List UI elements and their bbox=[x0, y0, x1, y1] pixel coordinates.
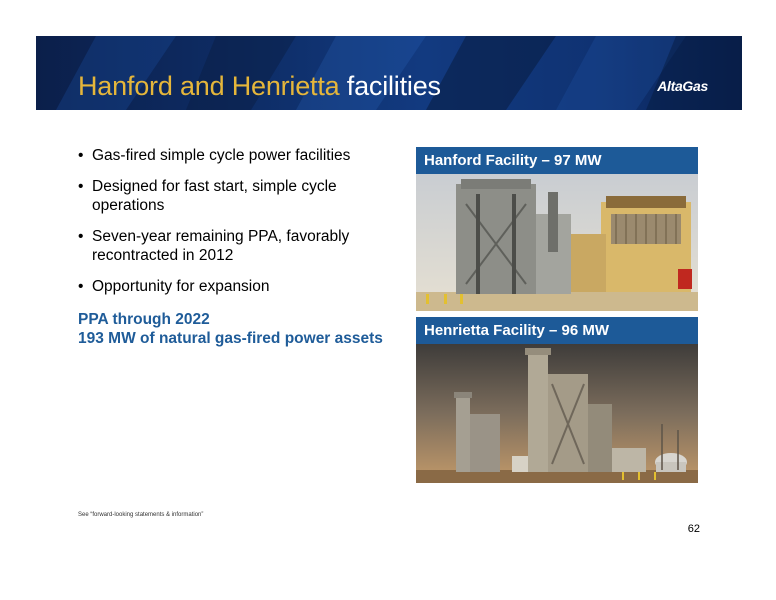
bullet-item bbox=[78, 146, 398, 165]
hanford-facility-image bbox=[416, 174, 698, 311]
title-highlight: Hanford and Henrietta bbox=[78, 71, 340, 101]
bullet-text: Seven-year remaining PPA, favorably recontracted in 2012 bbox=[92, 228, 350, 264]
henrietta-caption: Henrietta Facility – 96 MW bbox=[416, 317, 698, 344]
title-banner bbox=[36, 36, 742, 110]
altagas-logo: AltaGas bbox=[657, 78, 708, 94]
bullet-text: Designed for fast start, simple cycle operations bbox=[92, 178, 337, 214]
henrietta-photo bbox=[416, 317, 698, 483]
page-number: 62 bbox=[687, 523, 700, 535]
hanford-caption: Hanford Facility – 97 MW bbox=[416, 147, 698, 174]
footnote: See “forward-looking statements & information” bbox=[78, 512, 204, 518]
ppa-highlight: PPA through 2022 bbox=[78, 311, 210, 328]
bullet-text: Gas-fired simple cycle power facilities bbox=[92, 147, 351, 164]
bullet-symbol: • bbox=[78, 228, 84, 245]
bullet-symbol: • bbox=[78, 178, 84, 195]
bullet-list bbox=[78, 146, 398, 308]
slide-title bbox=[78, 71, 441, 102]
bullet-item bbox=[78, 227, 398, 265]
bullet-text: Opportunity for expansion bbox=[92, 278, 270, 295]
hanford-photo bbox=[416, 147, 698, 311]
henrietta-facility-image bbox=[416, 344, 698, 483]
capacity-highlight: 193 MW of natural gas-fired power assets bbox=[78, 330, 383, 347]
bullet-item bbox=[78, 177, 398, 215]
key-highlights bbox=[78, 310, 383, 348]
title-rest: facilities bbox=[346, 71, 441, 101]
bullet-symbol: • bbox=[78, 147, 84, 164]
bullet-symbol: • bbox=[78, 278, 84, 295]
bullet-item bbox=[78, 277, 398, 296]
